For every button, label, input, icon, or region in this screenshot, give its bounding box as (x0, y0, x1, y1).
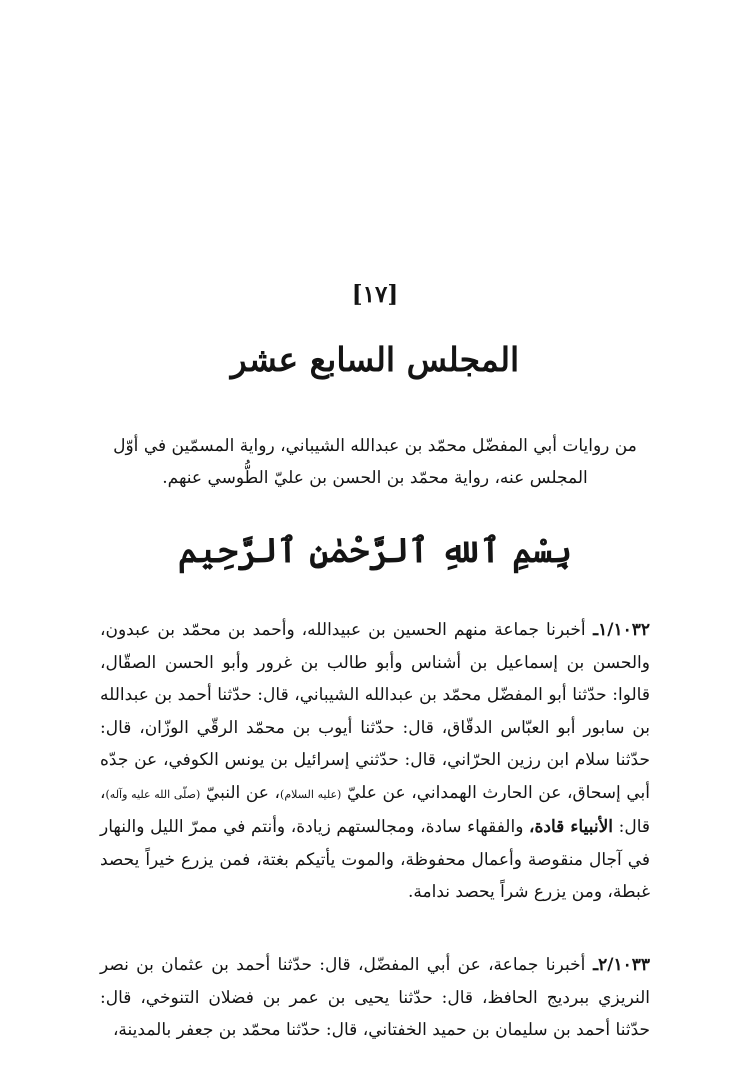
hadith-1033 (100, 949, 650, 1047)
salutation: (صلّى الله عليه وآله) (105, 787, 201, 801)
hadith-text: ، عن النبيّ (205, 782, 281, 803)
separator: ـ (585, 955, 599, 975)
hadith-text: والفقهاء سادة، ومجالستهم زيادة، وأنتم في ممرّ الليل والنهار في آجال منقوصة وأعمال محفوظة، والموت يأتيكم بغتة، فمن يزرع خيراً يحصد غبطة، ومن يزرع شراً يحصد ندامة. (100, 817, 650, 902)
hadith-text: أخبرنا جماعة، عن أبي المفضّل، قال: حدّثنا أحمد بن عثمان بن نصر النريزي ببرديج الحافظ، قال: حدّثنا يحيى بن عمر بن فضلان التنوخي، قال: حدّثنا أحمد بن سليمان بن حميد الخفتاني، قال: حدّثنا محمّد بن جعفر بالمدينة، (100, 955, 650, 1040)
hadith-1033-paragraph (100, 949, 650, 1047)
separator: ـ (585, 620, 599, 640)
hadith-text: أخبرنا جماعة منهم الحسين بن عبيدالله، وأحمد بن محمّد بن عبدون، والحسن بن إسماعيل بن أشناس وأبو طالب بن غرور وأبو الحسن الصقّال، قالوا: حدّثنا أبو المفضّل محمّد بن عبدالله الشيباني، قال: حدّثنا أحمد بن عبدالله بن سابور أبو العبّاس الدقّاق، قال: حدّثنا أيوب بن محمّد الرقّي الوزّان، قال: حدّثنا سلام ابن رزين الحرّاني، قال: حدّثني إسرائيل بن يونس الكوفي، عن جدّه أبي إسحاق، عن الحارث الهمداني، عن عليّ (100, 620, 650, 803)
hadith-text: ، قال: (100, 782, 651, 837)
hadith-key-phrase: الأنبياء قادة، (529, 817, 614, 837)
section-title: المجلس السابع عشر (230, 340, 520, 379)
basmala: بِسْمِ ٱللهِ ٱلرَّحْمٰنِ ٱلرَّحِيم (177, 531, 573, 571)
hadith-number: ١/١٠٣٢ (598, 620, 650, 640)
intro-paragraph: من روايات أبي المفضّل محمّد بن عبدالله الشيباني، رواية المسمّين في أوّل المجلس عنه، رواية محمّد بن الحسن بن عليّ الطُّوسي عنهم. (113, 436, 637, 488)
hadith-1032 (100, 614, 650, 909)
salutation: (عليه السلام) (280, 787, 342, 801)
hadith-1032-paragraph (100, 614, 650, 909)
hadith-number: ٢/١٠٣٣ (598, 955, 650, 975)
section-number: [١٧] (351, 281, 399, 308)
